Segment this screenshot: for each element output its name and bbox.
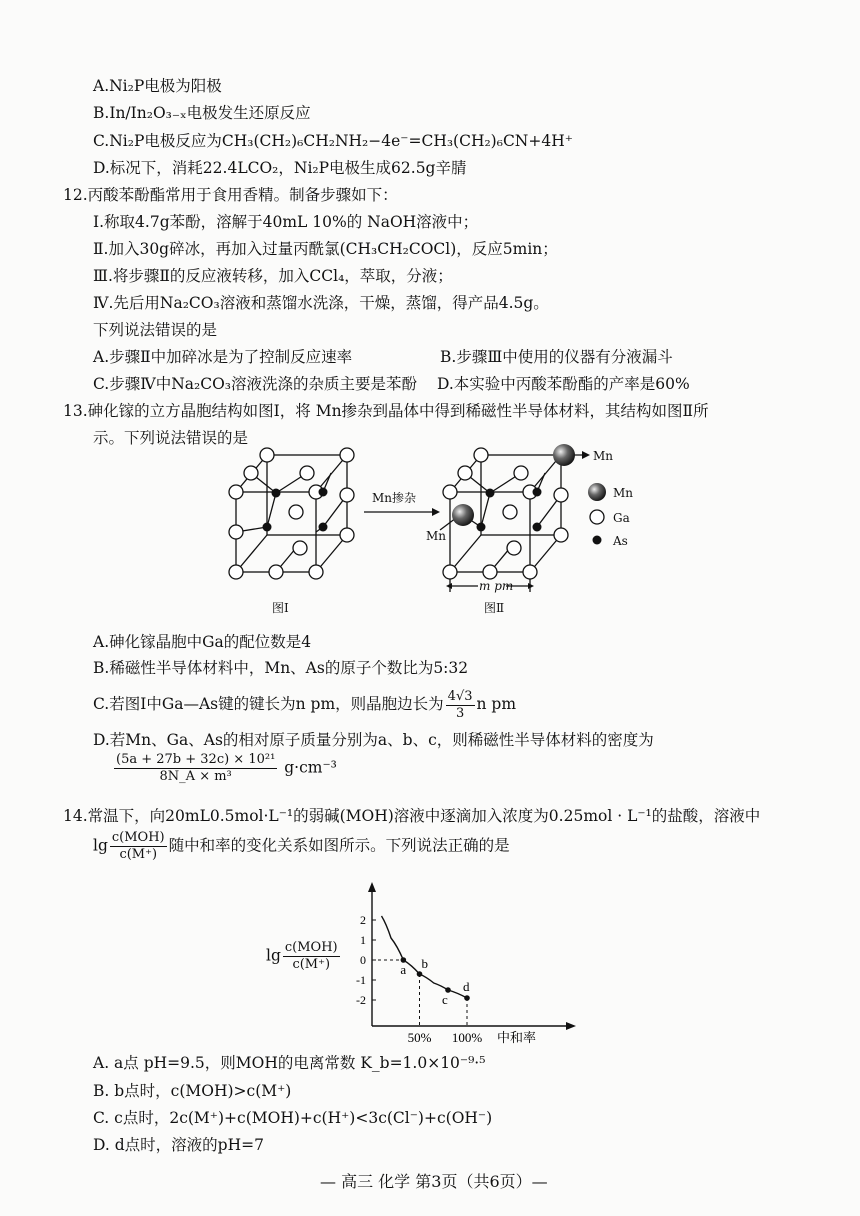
x-tick-label: 50% xyxy=(407,1030,432,1045)
y-tick-label: 1 xyxy=(360,933,366,947)
mn-pointer-label-left: Mn xyxy=(426,529,447,543)
edge-length-label: m pm xyxy=(479,579,514,593)
point-d xyxy=(464,995,470,1001)
figure-2-caption: 图Ⅱ xyxy=(484,601,505,615)
figure-1-ga-atoms xyxy=(229,448,354,579)
q12-option-a: A.步骤Ⅱ中加碎冰是为了控制反应速率 xyxy=(93,348,353,366)
q13-option-b: B.稀磁性半导体材料中，Mn、As的原子个数比为5:32 xyxy=(93,659,469,677)
q11-option-c: C.Ni₂P电极反应为CH₃(CH₂)₆CH₂NH₂−4e⁻=CH₃(CH₂)₆CN+4H⁺ xyxy=(93,132,573,150)
x-axis-label: 中和率 xyxy=(497,1031,537,1046)
q14-option-a: A. a点 pH=9.5，则MOH的电离常数 K_b=1.0×10⁻⁹·⁵ xyxy=(93,1054,486,1072)
q12-step-2: Ⅱ.加入30g碎冰，再加入过量丙酰氯(CH₃CH₂COCl)，反应5min； xyxy=(93,240,558,258)
q12-stem: 12.丙酸苯酚酯常用于食用香精。制备步骤如下： xyxy=(63,186,398,204)
y-tick-label: -2 xyxy=(356,993,366,1007)
q13-stem-line2: 示。下列说法错误的是 xyxy=(93,429,249,447)
q11-option-d: D.标况下，消耗22.4LCO₂，Ni₂P电极生成62.5g辛腈 xyxy=(93,159,467,177)
q11-option-b: B.In/In₂O₃₋ₓ电极发生还原反应 xyxy=(93,104,311,122)
point-label-b: b xyxy=(421,956,428,971)
chart-y-label: lg $\frac{\text{c(MOH)}}{c(M^+)}$ xyxy=(266,940,338,972)
q12-ask: 下列说法错误的是 xyxy=(93,321,218,339)
legend-as-icon xyxy=(593,536,602,545)
x-tick-label: 100% xyxy=(451,1030,483,1045)
point-label-a: a xyxy=(400,962,407,977)
q12-step-4: Ⅳ.先后用Na₂CO₃溶液和蒸馏水洗涤，干燥，蒸馏，得产品4.5g。 xyxy=(93,294,549,312)
point-label-d: d xyxy=(463,979,470,994)
legend-ga-icon xyxy=(590,510,604,524)
legend-ga: Ga xyxy=(613,511,630,525)
y-tick-label: -1 xyxy=(356,973,366,987)
q11-option-a: A.Ni₂P电极为阳极 xyxy=(93,77,222,95)
q14-option-c: C. c点时，2c(M⁺)+c(MOH)+c(H⁺)<3c(Cl⁻)+c(OH⁻) xyxy=(93,1109,493,1127)
point-label-c: c xyxy=(442,992,448,1007)
q12-step-1: Ⅰ.称取4.7g苯酚，溶解于40mL 10%的 NaOH溶液中； xyxy=(93,213,479,231)
y-axis-arrow xyxy=(368,882,376,892)
y-tick-label: 0 xyxy=(360,953,366,967)
q12-option-c: C.步骤Ⅳ中Na₂CO₃溶液洗涤的杂质主要是苯酚 xyxy=(93,375,418,393)
q14-option-b: B. b点时，c(MOH)>c(M⁺) xyxy=(93,1082,292,1100)
neutralization-chart xyxy=(340,880,600,1050)
figure-1-caption: 图Ⅰ xyxy=(272,601,289,615)
q14-stem-line1: 14.常温下，向20mL0.5mol·L⁻¹的弱碱(MOH)溶液中逐滴加入浓度为0.25mol · L⁻¹的盐酸，溶液中 xyxy=(63,807,761,825)
y-tick-label: 2 xyxy=(360,913,366,927)
q13-option-c: C.若图Ⅰ中Ga—As键的键长为n pm，则晶胞边长为 $\frac{4√3}{3}$ n pm xyxy=(93,688,517,721)
point-b xyxy=(417,971,423,977)
x-axis-arrow xyxy=(566,1022,576,1030)
page-footer: — 高三 化学 第3页（共6页）— xyxy=(320,1172,548,1191)
legend-mn: Mn xyxy=(613,486,634,500)
q13-option-d-formula: $\frac{\text{(5a + 27b + 32c) × 10²¹}}{\text{8N\_A × m³}}$ g·cm⁻³ xyxy=(116,752,337,784)
legend-as: As xyxy=(613,534,628,548)
q13-option-a: A.砷化镓晶胞中Ga的配位数是4 xyxy=(93,633,312,651)
q14-stem-line2: lg $\frac{\text{c(MOH)}}{c(M^+)}$ 随中和率的变化关系如图所示。下列说法正确的是 xyxy=(93,830,510,862)
q14-option-d: D. d点时，溶液的pH=7 xyxy=(93,1136,264,1154)
doping-arrow-label: Mn掺杂 xyxy=(372,491,417,505)
q12-option-b: B.步骤Ⅲ中使用的仪器有分液漏斗 xyxy=(440,348,673,366)
q13-stem-line1: 13.砷化镓的立方晶胞结构如图Ⅰ，将 Mn掺杂到晶体中得到稀磁性半导体材料，其结构如图Ⅱ所 xyxy=(63,402,709,420)
mn-pointer-label-top: Mn xyxy=(593,449,614,463)
legend-mn-icon xyxy=(588,483,606,501)
q13-option-d: D.若Mn、Ga、As的相对原子质量分别为a、b、c，则稀磁性半导体材料的密度为 xyxy=(93,731,654,749)
q12-option-d: D.本实验中丙酸苯酚酯的产率是60% xyxy=(437,375,690,393)
q12-step-3: Ⅲ.将步骤Ⅱ的反应液转移，加入CCl₄，萃取，分液； xyxy=(93,267,453,285)
